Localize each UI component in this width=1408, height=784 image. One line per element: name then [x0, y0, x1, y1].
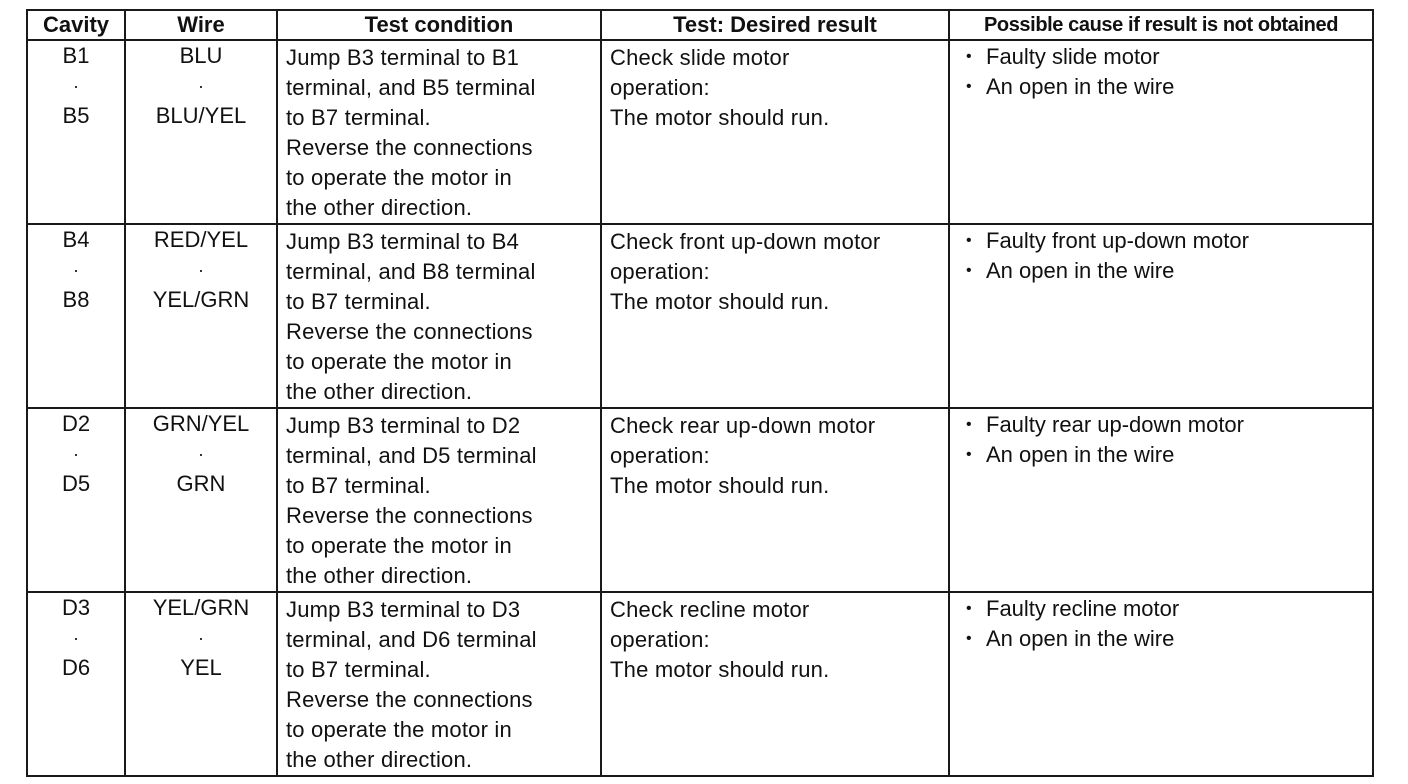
wire-top: BLU: [179, 43, 223, 68]
cavity-top: B1: [62, 43, 90, 68]
desired-result-cell: Check recline motor operation: The motor should run.: [601, 592, 949, 776]
desired-result-cell: Check slide motor operation: The motor should run.: [601, 40, 949, 224]
cause-item: [966, 410, 1366, 440]
bullet-icon: •: [966, 78, 972, 95]
cavity-dot: ·: [73, 628, 79, 648]
cause-item: [966, 256, 1366, 286]
cause-item: [966, 594, 1366, 624]
cause-text: Faulty recline motor: [986, 596, 1180, 621]
header-test-condition: Test condition: [277, 10, 601, 40]
cause-item: [966, 440, 1366, 470]
wire-dot: ·: [198, 76, 204, 96]
wire-cell: [125, 40, 277, 224]
bullet-icon: •: [966, 48, 972, 65]
cause-item: [966, 226, 1366, 256]
bullet-icon: •: [966, 262, 972, 279]
cavity-cell: [27, 408, 125, 592]
possible-cause-cell: [949, 40, 1373, 224]
cavity-dot: ·: [73, 444, 79, 464]
cause-text: An open in the wire: [986, 74, 1175, 99]
test-table: [26, 9, 1374, 777]
wire-cell: [125, 592, 277, 776]
wire-bottom: YEL/GRN: [152, 287, 250, 312]
cause-text: An open in the wire: [986, 258, 1175, 283]
bullet-icon: •: [966, 446, 972, 463]
cause-text: Faulty front up-down motor: [986, 228, 1249, 253]
cavity-top: D3: [61, 595, 91, 620]
cavity-bottom: D6: [61, 655, 91, 680]
table-row: [27, 40, 1373, 224]
desired-result-cell: Check front up-down motor operation: The motor should run.: [601, 224, 949, 408]
table-row: [27, 408, 1373, 592]
bullet-icon: •: [966, 630, 972, 647]
cavity-cell: [27, 224, 125, 408]
cavity-cell: [27, 40, 125, 224]
cause-text: An open in the wire: [986, 626, 1175, 651]
wire-top: YEL/GRN: [152, 595, 250, 620]
cavity-top: B4: [62, 227, 90, 252]
header-wire: Wire: [125, 10, 277, 40]
cavity-bottom: D5: [61, 471, 91, 496]
bullet-icon: •: [966, 600, 972, 617]
cause-text: Faulty rear up-down motor: [986, 412, 1244, 437]
cavity-bottom: B5: [62, 103, 90, 128]
cause-item: [966, 72, 1366, 102]
test-condition-cell: Jump B3 terminal to D2 terminal, and D5 terminal to B7 terminal. Reverse the connections to operate the motor in the other direction.: [277, 408, 601, 592]
wire-top: GRN/YEL: [152, 411, 250, 436]
cavity-cell: [27, 592, 125, 776]
header-desired-result: Test: Desired result: [601, 10, 949, 40]
header-row: [27, 10, 1373, 40]
possible-cause-cell: [949, 592, 1373, 776]
possible-cause-cell: [949, 224, 1373, 408]
wire-top: RED/YEL: [153, 227, 249, 252]
test-condition-cell: Jump B3 terminal to B1 terminal, and B5 terminal to B7 terminal. Reverse the connections to operate the motor in the other direction.: [277, 40, 601, 224]
header-cavity: Cavity: [27, 10, 125, 40]
test-condition-cell: Jump B3 terminal to D3 terminal, and D6 terminal to B7 terminal. Reverse the connections to operate the motor in the other direction.: [277, 592, 601, 776]
cause-text: Faulty slide motor: [986, 44, 1160, 69]
cavity-dot: ·: [73, 76, 79, 96]
cavity-top: D2: [61, 411, 91, 436]
table-row: [27, 224, 1373, 408]
wire-dot: ·: [198, 444, 204, 464]
cause-text: An open in the wire: [986, 442, 1175, 467]
cause-item: [966, 624, 1366, 654]
header-possible-cause: Possible cause if result is not obtained: [949, 10, 1373, 40]
cavity-dot: ·: [73, 260, 79, 280]
cause-item: [966, 42, 1366, 72]
wire-cell: [125, 408, 277, 592]
wire-bottom: GRN: [176, 471, 226, 496]
desired-result-cell: Check rear up-down motor operation: The motor should run.: [601, 408, 949, 592]
test-condition-cell: Jump B3 terminal to B4 terminal, and B8 terminal to B7 terminal. Reverse the connections to operate the motor in the other direction.: [277, 224, 601, 408]
cavity-bottom: B8: [62, 287, 90, 312]
table-row: [27, 592, 1373, 776]
wire-bottom: YEL: [180, 655, 222, 680]
bullet-icon: •: [966, 416, 972, 433]
wire-dot: ·: [198, 628, 204, 648]
wire-bottom: BLU/YEL: [155, 103, 247, 128]
wire-cell: [125, 224, 277, 408]
possible-cause-cell: [949, 408, 1373, 592]
bullet-icon: •: [966, 232, 972, 249]
wire-dot: ·: [198, 260, 204, 280]
